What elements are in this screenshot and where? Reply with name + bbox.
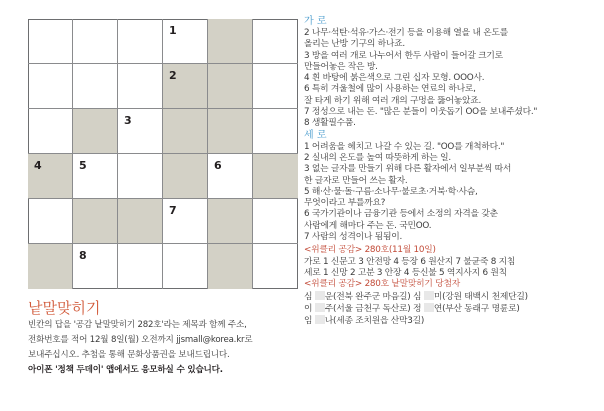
clue-number: 3: [124, 114, 132, 127]
down-clues: [304, 142, 602, 244]
grid-cell: [253, 19, 298, 64]
grid-cell-shaded: [163, 109, 208, 154]
winner-name: 정: [410, 303, 424, 314]
grid-cell-shaded: [208, 244, 253, 289]
grid-cell: [28, 109, 73, 154]
answers-down: 세로 1 신망 2 고분 3 안장 4 등신불 5 역지사지 6 원칙: [304, 267, 507, 278]
crossword-grid: [28, 19, 298, 289]
grid-cell-shaded: [208, 19, 253, 64]
grid-cell: [118, 19, 163, 64]
grid-cell: [253, 109, 298, 154]
winner-address: 연(부산 동래구 명륜로): [433, 303, 520, 314]
winner-name: 심: [304, 291, 315, 302]
winner-address: 주(서울 금천구 독산로): [324, 303, 411, 314]
grid-cell-shaded: [208, 199, 253, 244]
grid-cell: [28, 199, 73, 244]
instructions-line-2: 전화번호를 적어 12월 8일(월) 오전까지 jjsmall@korea.kr로: [28, 335, 253, 345]
clue-number: 2: [169, 69, 177, 82]
winner-row: [304, 291, 602, 303]
across-clue: 7 정성으로 내는 돈. "많은 분들이 이웃돕기 OO을 보내주셨다.": [304, 107, 538, 118]
grid-cell: [208, 154, 253, 199]
across-clues: [304, 28, 602, 130]
across-clue: 6 특히 겨울철에 많이 사용하는 연료의 하나로, 잘 타게 하기 위해 여러 개의 구멍을 뚫어놓았죠.: [304, 84, 482, 106]
grid-cell: [253, 244, 298, 289]
grid-cell: [73, 244, 118, 289]
clue-number: 6: [214, 159, 222, 172]
down-clue: 5 해·산·물·돌·구름·소나무·불로초·거북·학·사슴, 무엇이라고 부를까요?: [304, 186, 478, 209]
puzzle-title: 낱말맞히기: [28, 299, 101, 317]
grid-cell-shaded: [163, 64, 208, 109]
across-clue: 3 방을 여러 개로 나누어서 한두 사람이 들어갈 크기로 만들어놓은 작은 방.: [304, 50, 503, 72]
grid-cell-shaded: [73, 109, 118, 154]
winner-name: 심: [410, 291, 424, 302]
answers-heading: <위클리 공감> 280호(11월 10일): [304, 245, 436, 256]
down-clue: 6 국가기관이나 금융기관 등에서 소정의 자격을 갖춘 사람에게 해마다 주는 돈. 국민OO.: [304, 209, 498, 231]
grid-cell-shaded: [28, 154, 73, 199]
grid-cell: [163, 199, 208, 244]
winner-address: 운(전북 완주군 마음길): [324, 291, 411, 302]
down-clue: 3 없는 글자를 만들기 위해 다른 활자에서 일부분씩 따서 한 글자로 만들어 쓰는 활자.: [304, 164, 512, 186]
grid-cell: [28, 19, 73, 64]
across-heading: 가 로: [304, 16, 327, 27]
winners-heading: <위클리 공감> 280호 낱말맞히기 당첨자: [304, 279, 460, 290]
winner-row: [304, 315, 602, 327]
clues-panel: [304, 16, 602, 327]
clue-number: 5: [79, 159, 87, 172]
grid-cell: [163, 244, 208, 289]
clue-number: 7: [169, 204, 177, 217]
instructions-line-3: 보내주십시오. 추첨을 통해 문화상품권을 보내드립니다.: [28, 350, 230, 360]
clue-number: 4: [34, 159, 42, 172]
instructions-app-note: 아이폰 '정책 두데이' 앱에서도 응모하실 수 있습니다.: [28, 365, 223, 375]
grid-cell: [73, 19, 118, 64]
grid-cell-shaded: [163, 154, 208, 199]
down-clue: 2 실내의 온도를 높여 따뜻하게 하는 일.: [304, 152, 451, 163]
grid-cell-shaded: [208, 64, 253, 109]
grid-cell: [118, 244, 163, 289]
clue-number: 1: [169, 24, 177, 37]
down-heading: 세 로: [304, 129, 327, 141]
grid-cell: [73, 154, 118, 199]
grid-cell: [253, 199, 298, 244]
down-clue: 7 사람의 성격이나 됨됨이.: [304, 232, 403, 243]
redaction-mark: [315, 315, 325, 324]
grid-cell: [118, 154, 163, 199]
instructions-line-1: 빈칸의 답을 '공감 낱말맞히기 282호'라는 제목과 함께 주소,: [28, 320, 247, 330]
redaction-mark: [315, 303, 325, 312]
grid-cell: [118, 64, 163, 109]
winner-row: [304, 303, 602, 315]
winner-name: 이: [304, 303, 315, 314]
grid-cell-shaded: [28, 244, 73, 289]
across-clue: 8 생활필수품.: [304, 118, 356, 129]
grid-cell: [73, 64, 118, 109]
winner-name: 임: [304, 316, 315, 327]
redaction-mark: [315, 291, 325, 300]
grid-cell-shaded: [118, 199, 163, 244]
redaction-mark: [424, 303, 434, 312]
answers-across: 가로 1 신문고 3 안전망 4 등장 6 원산지 7 불균죽 8 지침: [304, 256, 516, 267]
across-clue: 2 나무·석탄·석유·가스·전기 등을 이용해 열을 내 온도를 올리는 난방 기구의 하나죠.: [304, 28, 509, 50]
clue-number: 8: [79, 249, 87, 262]
grid-cell-shaded: [73, 199, 118, 244]
winner-address: 미(강원 태백시 천제단길): [433, 291, 528, 302]
grid-cell-shaded: [208, 109, 253, 154]
across-clue: 4 흰 바탕에 붉은색으로 그린 십자 모형. OOO사.: [304, 73, 485, 84]
entry-instructions: [28, 318, 296, 378]
winner-address: 나(세종 조치원읍 산막3길): [324, 316, 425, 327]
redaction-mark: [424, 291, 434, 300]
grid-cell-shaded: [253, 154, 298, 199]
grid-cell: [28, 64, 73, 109]
grid-cell: [253, 64, 298, 109]
down-clue: 1 어려움을 헤치고 나갈 수 있는 길. "OO를 개척하다.": [304, 141, 505, 152]
grid-cell: [163, 19, 208, 64]
grid-cell: [118, 109, 163, 154]
